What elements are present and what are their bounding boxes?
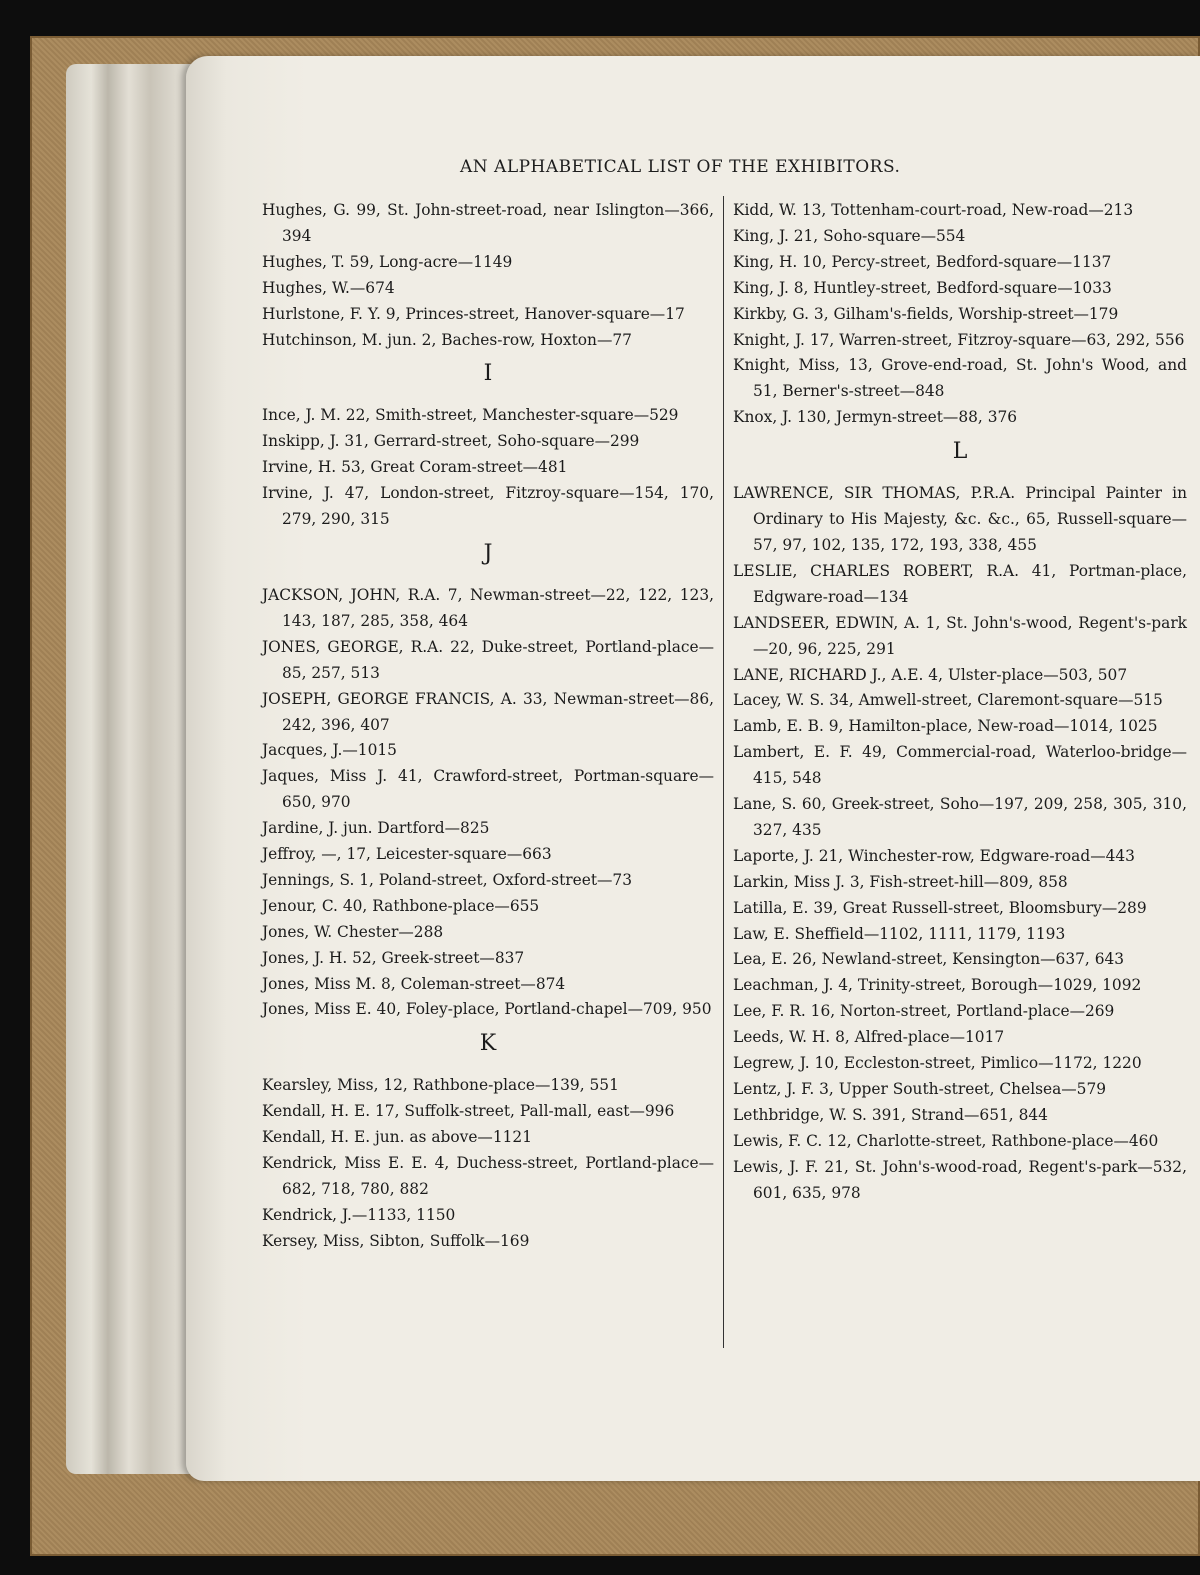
list-entry: Law, E. Sheffield—1102, 1111, 1179, 1193 [733,924,1066,943]
section-letter-k: K [479,1031,497,1057]
list-entry: Hutchinson, M. jun. 2, Baches-row, Hoxton—77 [262,330,632,349]
list-entry: Lethbridge, W. S. 391, Strand—651, 844 [733,1105,1048,1124]
list-entry: LANE, RICHARD J., A.E. 4, Ulster-place—503, 507 [733,665,1128,684]
list-entry: LAWRENCE, SIR THOMAS, P.R.A. Principal Painter in Ordinary to His Majesty, &c. &c., 65, Russell-square—57, 97, 102, 135, 172, 193, 338, 455 [733,484,1187,554]
list-entry: King, H. 10, Percy-street, Bedford-square—1137 [733,252,1112,271]
list-entry: Laporte, J. 21, Winchester-row, Edgware-road—443 [733,846,1135,865]
list-entry: Jones, J. H. 52, Greek-street—837 [262,948,525,967]
list-entry: Knox, J. 130, Jermyn-street—88, 376 [733,408,1018,427]
list-entry: Lamb, E. B. 9, Hamilton-place, New-road—1014, 1025 [733,717,1158,736]
list-entry: Kendall, H. E. 17, Suffolk-street, Pall-mall, east—996 [262,1102,675,1121]
list-entry: Irvine, H. 53, Great Coram-street—481 [262,458,568,477]
list-entry: Lewis, F. C. 12, Charlotte-street, Rathbone-place—460 [733,1131,1159,1150]
page-edges [66,64,206,1474]
list-entry: Hughes, G. 99, St. John-street-road, near Islington—366, 394 [262,201,714,245]
section-letter-l: L [952,439,968,465]
list-entry: Kirkby, G. 3, Gilham's-fields, Worship-street—179 [733,304,1119,323]
list-entry: LANDSEER, EDWIN, A. 1, St. John's-wood, Regent's-park—20, 96, 225, 291 [733,613,1187,658]
list-entry: Jones, Miss E. 40, Foley-place, Portland-chapel—709, 950 [262,1000,712,1019]
list-entry: Jones, Miss M. 8, Coleman-street—874 [262,974,566,993]
column-divider [723,196,724,1348]
list-entry: Irvine, J. 47, London-street, Fitzroy-square—154, 170, 279, 290, 315 [262,484,714,529]
list-entry: Legrew, J. 10, Eccleston-street, Pimlico—1172, 1220 [733,1054,1142,1073]
list-entry: Hughes, W.—674 [262,278,395,297]
list-entry: Lane, S. 60, Greek-street, Soho—197, 209, 258, 305, 310, 327, 435 [733,795,1187,839]
right-column [733,198,1187,1207]
list-entry: Hurlstone, F. Y. 9, Princes-street, Hanover-square—17 [262,304,685,323]
list-entry: Leeds, W. H. 8, Alfred-place—1017 [733,1028,1005,1047]
section-letter-i: I [483,361,493,387]
list-entry: Lewis, J. F. 21, St. John's-wood-road, Regent's-park—532, 601, 635, 978 [733,1157,1187,1202]
list-entry: Lacey, W. S. 34, Amwell-street, Claremont-square—515 [733,691,1163,710]
list-entry: Leachman, J. 4, Trinity-street, Borough—1029, 1092 [733,976,1142,995]
list-entry: Hughes, T. 59, Long-acre—1149 [262,252,513,271]
list-entry: Jennings, S. 1, Poland-street, Oxford-street—73 [262,870,632,889]
page-title: AN ALPHABETICAL LIST OF THE EXHIBITORS. [460,157,901,177]
list-entry: Knight, Miss, 13, Grove-end-road, St. John's Wood, and 51, Berner's-street—848 [733,356,1187,401]
list-entry: Kidd, W. 13, Tottenham-court-road, New-road—213 [733,201,1134,219]
list-entry: Lee, F. R. 16, Norton-street, Portland-place—269 [733,1002,1115,1021]
list-entry: Lea, E. 26, Newland-street, Kensington—637, 643 [733,950,1125,969]
list-entry: JACKSON, JOHN, R.A. 7, Newman-street—22, 122, 123, 143, 187, 285, 358, 464 [262,585,714,630]
list-entry: Knight, J. 17, Warren-street, Fitzroy-square—63, 292, 556 [733,330,1185,349]
list-entry: Kendrick, Miss E. E. 4, Duchess-street, Portland-place—682, 718, 780, 882 [262,1154,714,1198]
list-entry: Jenour, C. 40, Rathbone-place—655 [262,896,540,915]
list-entry: Jaques, Miss J. 41, Crawford-street, Portman-square—650, 970 [262,767,714,812]
list-entry: King, J. 8, Huntley-street, Bedford-square—1033 [733,278,1112,297]
list-entry: Ince, J. M. 22, Smith-street, Manchester-square—529 [262,406,679,425]
list-entry: Inskipp, J. 31, Gerrard-street, Soho-square—299 [262,432,640,451]
list-entry: Kearsley, Miss, 12, Rathbone-place—139, 551 [262,1076,619,1095]
list-entry: Kendrick, J.—1133, 1150 [262,1205,456,1224]
list-entry: Jeffroy, —, 17, Leicester-square—663 [262,845,552,864]
list-entry: Jones, W. Chester—288 [262,922,444,941]
section-letter-j: J [483,540,493,566]
list-entry: JONES, GEORGE, R.A. 22, Duke-street, Portland-place—85, 257, 513 [262,637,714,682]
list-entry: Latilla, E. 39, Great Russell-street, Bloomsbury—289 [733,898,1147,917]
list-entry: Lambert, E. F. 49, Commercial-road, Waterloo-bridge—415, 548 [733,743,1187,788]
list-entry: Lentz, J. F. 3, Upper South-street, Chelsea—579 [733,1080,1107,1098]
list-entry: Kendall, H. E. jun. as above—1121 [262,1128,532,1147]
list-entry: LESLIE, CHARLES ROBERT, R.A. 41, Portman-place, Edgware-road—134 [733,561,1187,606]
list-entry: Jacques, J.—1015 [262,741,397,760]
list-entry: JOSEPH, GEORGE FRANCIS, A. 33, Newman-street—86, 242, 396, 407 [262,689,714,734]
list-entry: Larkin, Miss J. 3, Fish-street-hill—809, 858 [733,872,1068,891]
list-entry: Kersey, Miss, Sibton, Suffolk—169 [262,1231,530,1250]
list-entry: King, J. 21, Soho-square—554 [733,226,966,245]
list-entry: Jardine, J. jun. Dartford—825 [262,819,490,838]
left-column [262,198,714,1255]
